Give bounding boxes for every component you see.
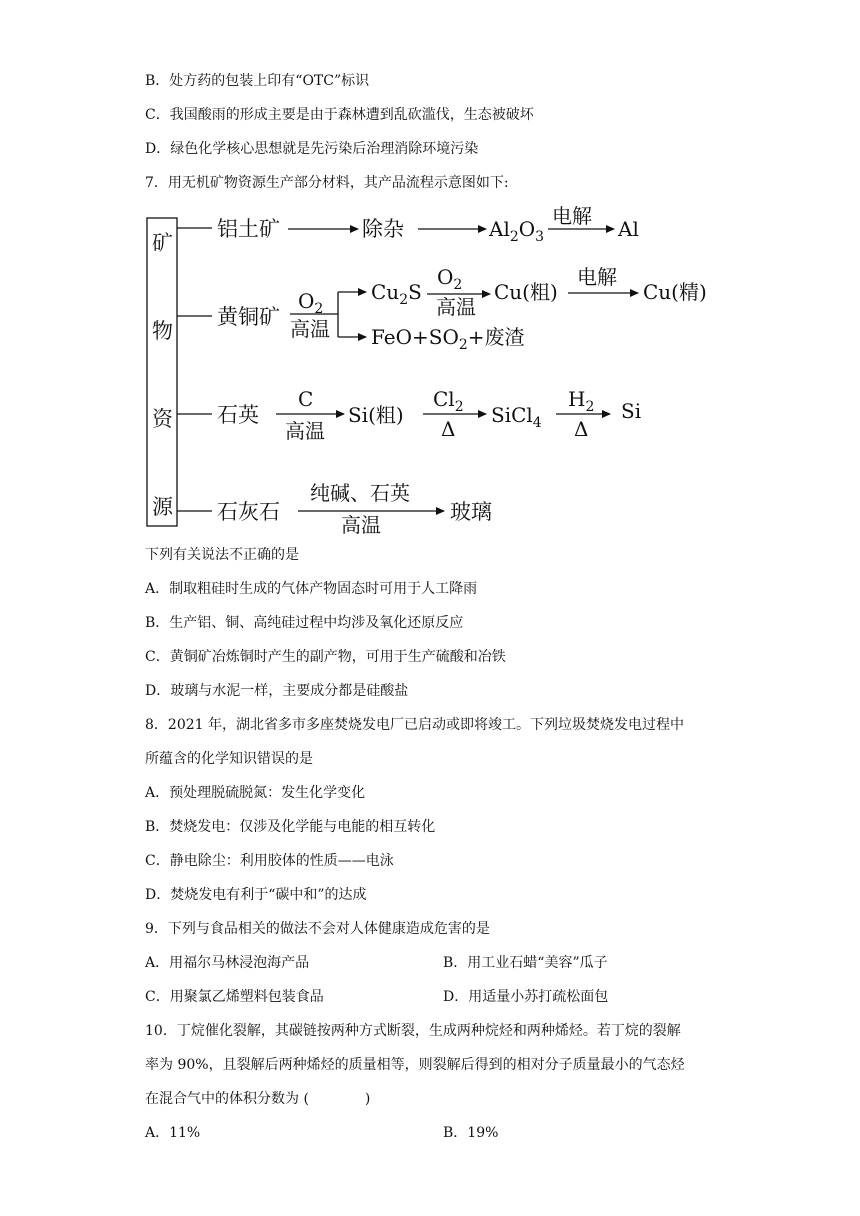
heat-condition-2: Δ (574, 417, 589, 441)
al-product: Al (618, 217, 639, 241)
crude-silicon: Si(粗) (348, 403, 404, 427)
q7-option-b: B．生产铝、铜、高纯硅过程中均涉及氧化还原反应 (145, 615, 464, 631)
q10-option-b: B．19% (443, 1125, 499, 1141)
q8-stem-line-2: 所蕴含的化学知识错误的是 (145, 751, 313, 767)
soda-quartz-condition: 纯碱、石英 (310, 481, 410, 505)
q8-option-a: A．预处理脱硫脱氮：发生化学变化 (145, 785, 366, 801)
box-char-3: 资 (152, 407, 173, 431)
q9-option-b: B．用工业石蜡“美容”瓜子 (443, 955, 608, 971)
heat-condition-1: Δ (441, 417, 456, 441)
q10-stem-line-2: 率为 90%，且裂解后两种烯烃的质量相等，则裂解后得到的相对分子质量最小的气态烃 (145, 1057, 685, 1073)
mineral-resource-box (147, 218, 177, 526)
byproduct-formula: $FeO+SO_2+$废渣 (371, 325, 525, 353)
crude-copper: Cu(粗) (494, 280, 558, 304)
bauxite-label: 铝土矿 (217, 217, 280, 241)
carbon-condition: C (298, 387, 314, 411)
cl2-condition: $Cl_2$ (433, 387, 464, 415)
q9-option-a: A．用福尔马林浸泡海产品 (145, 955, 310, 971)
q6-option-d: D．绿色化学核心思想就是先污染后治理消除环境污染 (145, 141, 479, 157)
glass-product: 玻璃 (450, 500, 492, 524)
box-char-2: 物 (152, 319, 173, 343)
q9-option-d: D．用适量小苏打疏松面包 (443, 989, 609, 1005)
q7-stem: 7．用无机矿物资源生产部分材料，其产品流程示意图如下: (145, 175, 509, 191)
q9-option-c: C．用聚氯乙烯塑料包装食品 (145, 989, 324, 1005)
q7-question: 下列有关说法不正确的是 (145, 547, 299, 563)
high-temp-condition-4: 高温 (341, 513, 381, 537)
high-temp-condition-3: 高温 (285, 419, 325, 443)
q8-stem-line-1: 8．2021 年，湖北省多市多座焚烧发电厂已启动或即将竣工。下列垃圾焚烧发电过程中 (145, 717, 684, 733)
q7-option-a: A．制取粗硅时生成的气体产物固态时可用于人工降雨 (145, 581, 478, 597)
quartz-label: 石英 (217, 403, 259, 427)
q8-option-c: C．静电除尘：利用胶体的性质——电泳 (145, 853, 394, 869)
q10-stem-line-3: 在混合气中的体积分数为 ( ) (145, 1091, 371, 1107)
refined-copper: Cu(精) (643, 280, 707, 304)
o2-condition-1: $O_2$ (298, 289, 324, 317)
q9-stem: 9．下列与食品相关的做法不会对人体健康造成危害的是 (145, 921, 490, 937)
electrolysis-label-1: 电解 (552, 204, 592, 228)
cu2s-formula: $Cu_2S$ (371, 280, 422, 308)
box-char-1: 矿 (152, 231, 173, 255)
high-temp-condition-2: 高温 (436, 295, 476, 319)
box-char-4: 源 (152, 495, 173, 519)
limestone-label: 石灰石 (217, 500, 280, 524)
electrolysis-label-2: 电解 (577, 265, 617, 289)
q7-option-d: D．玻璃与水泥一样，主要成分都是硅酸盐 (145, 683, 409, 699)
sicl4-formula: SiCl$_4$ (491, 403, 542, 431)
impurity-removal-label: 除杂 (362, 217, 404, 241)
q7-option-c: C．黄铜矿冶炼铜时产生的副产物，可用于生产硫酸和冶铁 (145, 649, 506, 665)
o2-condition-2: $O_2$ (437, 265, 463, 293)
q8-option-b: B．焚烧发电：仅涉及化学能与电能的相互转化 (145, 819, 436, 835)
q10-option-a: A．11% (145, 1125, 201, 1141)
q8-option-d: D．焚烧发电有利于“碳中和”的达成 (145, 887, 367, 903)
q6-option-b: B．处方药的包装上印有“OTC”标识 (145, 73, 370, 89)
high-temp-condition-1: 高温 (290, 317, 330, 341)
q6-option-c: C．我国酸雨的形成主要是由于森林遭到乱砍滥伐，生态被破坏 (145, 107, 534, 123)
mineral-flow-diagram (140, 204, 707, 537)
pure-silicon: Si (621, 399, 642, 423)
chalcopyrite-label: 黄铜矿 (217, 305, 280, 329)
al2o3-formula: $Al_2O_3$ (489, 217, 545, 245)
h2-condition: $H_2$ (568, 387, 595, 415)
q10-stem-line-1: 10．丁烷催化裂解，其碳链按两种方式断裂，生成两种烷烃和两种烯烃。若丁烷的裂解 (145, 1023, 681, 1039)
